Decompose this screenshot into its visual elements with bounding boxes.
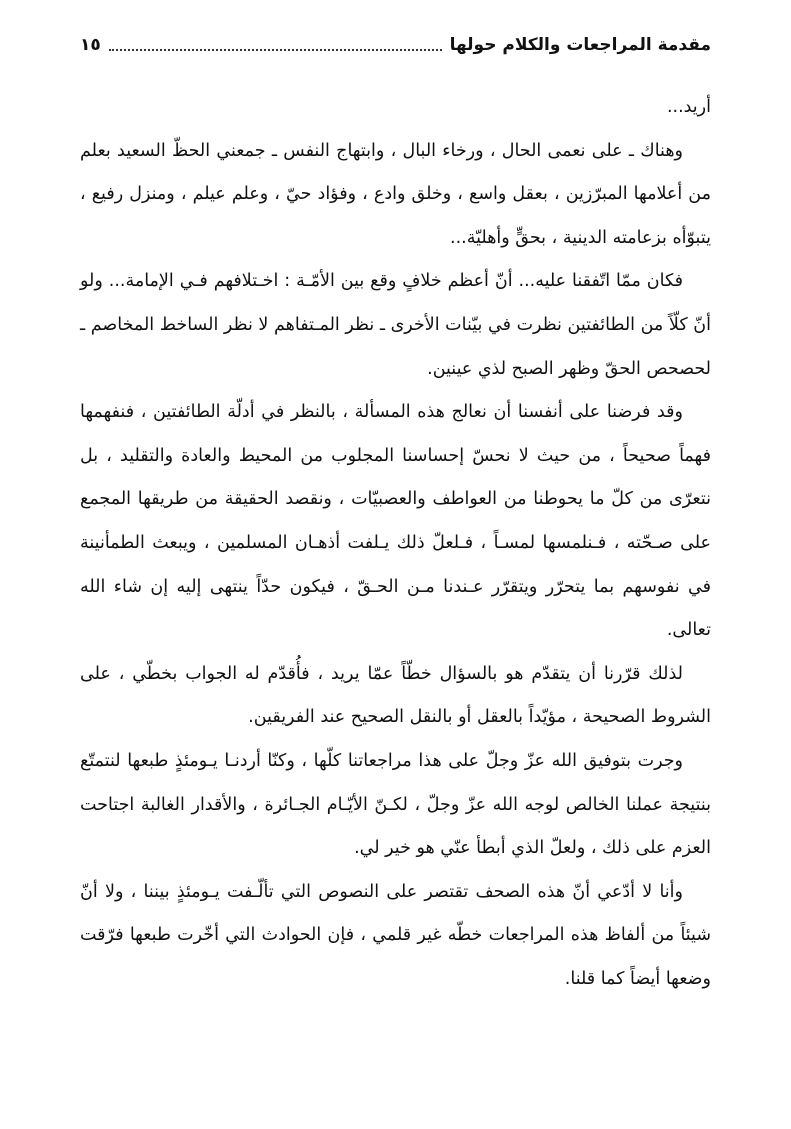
- header-title: مقدمة المراجعات والكلام حولها: [449, 35, 711, 55]
- page-number: ١٥: [80, 35, 101, 55]
- paragraph: لذلك قرّرنا أن يتقدّم هو بالسؤال خطّاً عمّا يريد ، فأُقدّم له الجواب بخطّي ، على الشروط الصحيحة ، مؤيّداً بالعقل أو بالنقل الصحيح عند الفريقين.: [80, 663, 711, 728]
- paragraph-continuation: أريد...: [666, 97, 711, 117]
- paragraph: وهناك ـ على نعمى الحال ، ورخاء البال ، وابتهاج النفس ـ جمعني الحظّ السعيد بعلم من أعلامها المبرّزين ، بعقل واسع ، وخلق وادع ، وفؤاد حيّ ، وعلم عيلم ، ومنزل رفيع ، يتبوّأه بزعامته الدينية ، بحقٍّ وأهليّة...: [80, 140, 711, 248]
- paragraph: وقد فرضنا على أنفسنا أن نعالج هذه المسألة ، بالنظر في أدلّة الطائفتين ، فنفهمها فهماً صحيحاً ، من حيث لا نحسّ إحساسنا المجلوب من المحيط والعادة والتقليد ، بل نتعرّى من كلّ ما يحوطنا من العواطف والعصبيّات ، ونقصد الحقيقة من طريقها المجمع على صـحّته ، فـنلمسها لمسـاً ، فـلعلّ ذلك يـلفت أذهـان المسلمين ، ويبعث الطمأنينة في نفوسهم بما يتحرّر ويتقرّر عـندنا مـن الحـقّ ، فيكون حدّاً ينتهى إليه إن شاء الله تعالى.: [80, 402, 711, 641]
- paragraph: وأنا لا أدّعي أنّ هذه الصحف تقتصر على النصوص التي تألّـفت يـومئذٍ بيننا ، ولا أنّ شيئاً من ألفاظ هذه المراجعات خطّه غير قلمي ، فإن الحوادث التي أخّرت طبعها فرّقت وضعها أيضاً كما قلنا.: [80, 881, 711, 989]
- paragraph: وجرت بتوفيق الله عزّ وجلّ على هذا مراجعاتنا كلّها ، وكنّا أردنـا يـومئذٍ طبعها لنتمتّع بنتيجة عملنا الخالص لوجه الله عزّ وجلّ ، لكـنّ الأيّـام الجـائرة ، والأقدار الغالبة اجتاحت العزم على ذلك ، ولعلّ الذي أبطأ عنّي هو خير لي.: [80, 750, 711, 859]
- header-dot-leader: [109, 49, 442, 51]
- paragraph: فكان ممّا اتّفقنا عليه... أنّ أعظم خلافٍ وقع بين الأمّـة : اخـتلافهم فـي الإمامة... ولو أنّ كلّاً من الطائفتين نظرت في بيّنات الأخرى ـ نظر المـتفاهم لا نظر الساخط المخاصم ـ لحصحص الحقّ وظهر الصبح لذي عينين.: [80, 271, 711, 379]
- running-header: [80, 30, 711, 60]
- body-text: [80, 86, 711, 1001]
